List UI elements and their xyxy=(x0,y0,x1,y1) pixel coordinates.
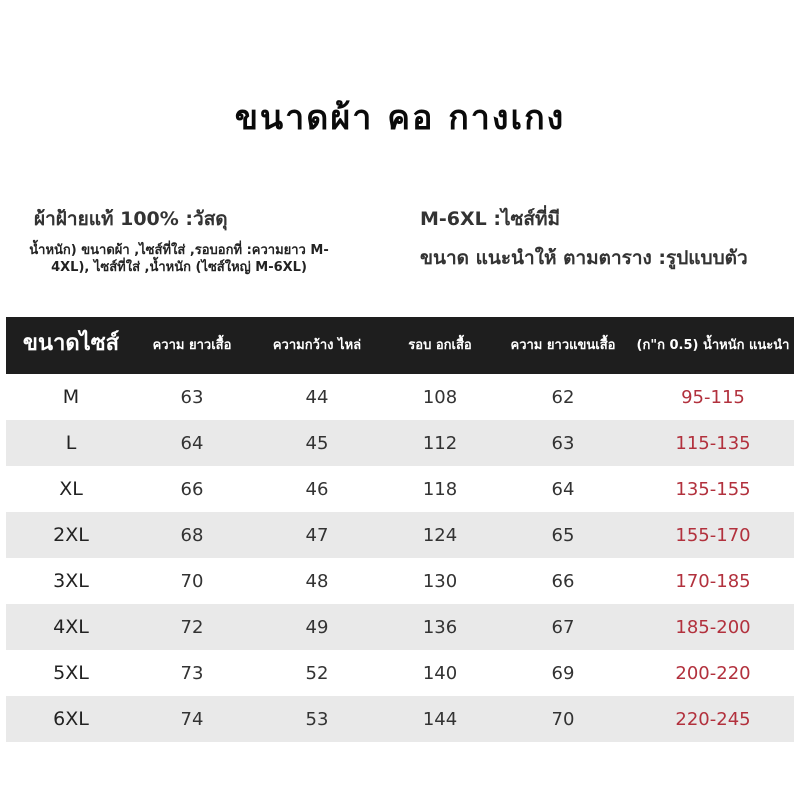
cell-weight: 135-155 xyxy=(675,478,751,500)
cell-length: 73 xyxy=(180,662,204,684)
cell-size: L xyxy=(65,432,77,454)
size-range-info: M-6XL :ไซส์ที่มี xyxy=(420,208,561,230)
cell-length: 64 xyxy=(180,432,204,454)
cell-sleeve: 63 xyxy=(551,432,575,454)
cell-sleeve: 70 xyxy=(551,708,575,730)
cell-length: 66 xyxy=(180,478,204,500)
cell-shoulder: 53 xyxy=(305,708,329,730)
header-chest: รอบ อกเสื้อ xyxy=(408,337,472,353)
table-row xyxy=(6,696,794,742)
cell-sleeve: 69 xyxy=(551,662,575,684)
cell-sleeve: 64 xyxy=(551,478,575,500)
cell-weight: 220-245 xyxy=(675,708,751,730)
cell-shoulder: 49 xyxy=(305,616,329,638)
size-chart-table xyxy=(6,317,794,742)
cell-size: 5XL xyxy=(53,662,89,684)
cell-shoulder: 47 xyxy=(305,524,329,546)
cell-length: 70 xyxy=(180,570,204,592)
cell-size: M xyxy=(62,386,80,408)
cell-weight: 185-200 xyxy=(675,616,751,638)
header-length: ความ ยาวเสื้อ xyxy=(152,337,232,353)
cell-chest: 130 xyxy=(422,570,458,592)
cell-size: 3XL xyxy=(53,570,89,592)
cell-chest: 112 xyxy=(422,432,458,454)
header-size: ขนาดไซส์ xyxy=(22,330,120,356)
cell-weight: 115-135 xyxy=(675,432,751,454)
table-row xyxy=(6,420,794,466)
cell-weight: 95-115 xyxy=(681,386,745,408)
table-row xyxy=(6,466,794,512)
fit-recommendation: ขนาด แนะนำให้ ตามตาราง :รูปแบบตัว xyxy=(420,247,748,269)
cell-shoulder: 45 xyxy=(305,432,329,454)
table-body xyxy=(6,374,794,742)
cell-chest: 108 xyxy=(422,386,458,408)
table-header xyxy=(6,317,794,374)
cell-size: 6XL xyxy=(53,708,89,730)
cell-shoulder: 52 xyxy=(305,662,329,684)
cell-chest: 124 xyxy=(422,524,458,546)
cell-chest: 136 xyxy=(422,616,458,638)
measurement-note: น้ำหนัก) ขนาดผ้า ,ไซส์ที่ใส่ ,รอบอกที่ :ความยาว M-4XL), ไซส์ที่ใส่ ,น้ำหนัก (ไซส์ใหญ่ M-6XL) xyxy=(29,243,329,275)
cell-length: 72 xyxy=(180,616,204,638)
cell-size: 4XL xyxy=(53,616,89,638)
table-row xyxy=(6,558,794,604)
table-row xyxy=(6,374,794,420)
header-weight: (ก"ก 0.5) น้ำหนัก แนะนำ xyxy=(636,337,790,353)
cell-weight: 170-185 xyxy=(675,570,751,592)
cell-sleeve: 65 xyxy=(551,524,575,546)
cell-weight: 200-220 xyxy=(675,662,751,684)
table-row xyxy=(6,650,794,696)
cell-chest: 144 xyxy=(422,708,458,730)
cell-chest: 140 xyxy=(422,662,458,684)
cell-sleeve: 62 xyxy=(551,386,575,408)
cell-shoulder: 46 xyxy=(305,478,329,500)
cell-sleeve: 66 xyxy=(551,570,575,592)
cell-weight: 155-170 xyxy=(675,524,751,546)
cell-shoulder: 44 xyxy=(305,386,329,408)
cell-sleeve: 67 xyxy=(551,616,575,638)
cell-shoulder: 48 xyxy=(305,570,329,592)
cell-length: 63 xyxy=(180,386,204,408)
cell-chest: 118 xyxy=(422,478,458,500)
cell-length: 74 xyxy=(180,708,204,730)
header-shoulder: ความกว้าง ไหล่ xyxy=(272,337,362,353)
table-row xyxy=(6,604,794,650)
material-info: ผ้าฝ้ายแท้ 100% :วัสดุ xyxy=(34,208,228,230)
cell-length: 68 xyxy=(180,524,204,546)
cell-size: 2XL xyxy=(53,524,89,546)
header-sleeve: ความ ยาวแขนเสื้อ xyxy=(510,337,616,353)
page-title: ขนาดผ้า คอ กางเกง xyxy=(234,98,566,138)
table-row xyxy=(6,512,794,558)
cell-size: XL xyxy=(59,478,83,500)
